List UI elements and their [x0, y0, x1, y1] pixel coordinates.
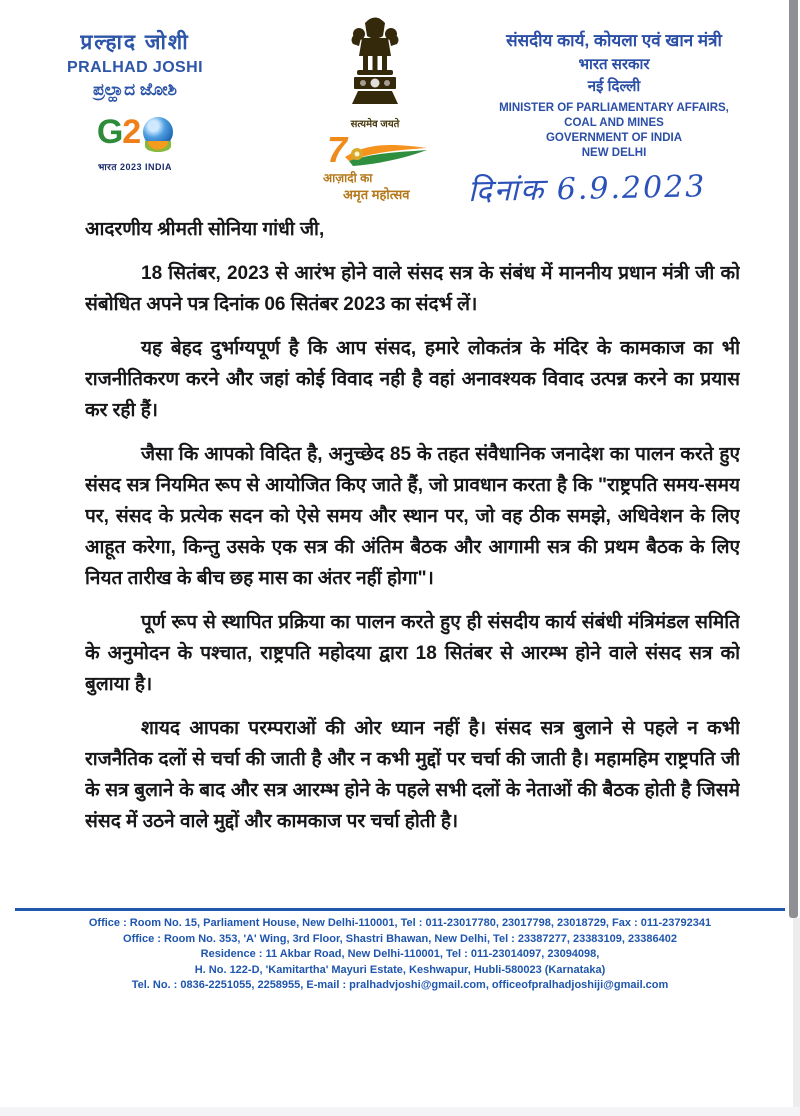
footer-contact-block: [15, 908, 785, 994]
letter-paragraph-3: जैसा कि आपको विदित है, अनुच्छेद 85 के तहत संवैधानिक जनादेश का पालन करते हुए संसद सत्र नियमित रूप से आयोजित किए जाते हैं, जो प्रावधान करता है कि "राष्ट्रपति समय-समय पर, संसद के प्रत्येक सदन को ऐसे समय और स्थान पर, जो वह ठीक समझे, अधिवेशन के लिए आहूत करेगा, किन्तु उसके एक सत्र की अंतिम बैठक और आगामी सत्र की प्रथम बैठक के लिए नियत तारीख के बीच छह मास का अंतर नहीं होगा"।: [85, 444, 740, 589]
letter-paragraph-4: पूर्ण रूप से स्थापित प्रक्रिया का पालन करते हुए ही संसदीय कार्य संबंधी मंत्रिमंडल समिति के अनुमोदन के पश्चात, राष्ट्रपति महोदया द्वारा 18 सितंबर से आरम्भ होने वाले संसद सत्र को बुलाया है।: [85, 612, 740, 695]
paper-edge-shadow: [789, 0, 798, 918]
amrit-numeral: 7: [327, 129, 348, 170]
minister-title-hindi: संसदीय कार्य, कोयला एवं खान मंत्री: [506, 31, 722, 50]
government-english: GOVERNMENT OF INDIA: [545, 132, 683, 144]
handwritten-date: दिनांक 6.9.2023: [467, 169, 707, 210]
letter-paragraph-5: शायद आपका परम्पराओं की ओर ध्यान नहीं है। संसद सत्र बुलाने से पहले न कभी राजनैतिक दलों से चर्चा की जाती है और न कभी मुद्दों पर चर्चा की जाती है। महामहिम राष्ट्रपति जी के सत्र बुलाने के बाद और सत्र आरम्भ होने के पहले सभी दलों के नेताओं की बैठक होती है जिसमे संसद में उठने वाले मुद्दों और कामकाज पर चर्चा होती है।: [85, 718, 740, 832]
letterhead-right: [448, 28, 780, 161]
minister-title-english: MINISTER OF PARLIAMENTARY AFFAIRS,: [499, 102, 729, 114]
paper-bottom-edge: [0, 1107, 800, 1116]
amrit-title-line1: आज़ादी का: [323, 171, 373, 185]
minister-name-hindi: प्रल्हाद जोशी: [80, 31, 190, 54]
minister-name-kannada: ಪ್ರಲ್ಹಾದ ಜೋಶಿ: [93, 80, 177, 99]
tricolor-ribbon-icon: [341, 141, 429, 167]
minister-name-english: PRALHAD JOSHI: [67, 59, 203, 76]
letter-paragraph-2: यह बेहद दुर्भाग्यपूर्ण है कि आप संसद, हमारे लोकतंत्र के मंदिर के कामकाज का भी राजनीतिकरण करने और जहां कोई विवाद नही है वहां अनावश्यक विवाद उत्पन्न करने का प्रयास कर रही हैं।: [85, 338, 740, 421]
g20-tagline: भारत 2023 INDIA: [98, 162, 172, 172]
footer-line-4: H. No. 122-D, 'Kamitartha' Mayuri Estate, Keshwapur, Hubli-580023 (Karnataka): [194, 963, 606, 976]
letter-paragraph-1: 18 सितंबर, 2023 से आरंभ होने वाले संसद सत्र के संबंध में माननीय प्रधान मंत्री जी को संबोधित अपने पत्र दिनांक 06 सितंबर 2023 का संदर्भ लें।: [85, 263, 740, 315]
letterhead-center: [303, 14, 447, 204]
footer-line-3: Residence : 11 Akbar Road, New Delhi-110001, Tel : 011-23014097, 23094098,: [200, 948, 600, 960]
ministry-english: COAL AND MINES: [564, 117, 664, 129]
paper-edge-light: [793, 918, 800, 1116]
amrit-title-line2: अमृत महोत्सव: [343, 187, 410, 202]
g20-logo-row: [97, 110, 173, 154]
letter-body: [85, 214, 740, 908]
g20-letter-g: G: [96, 112, 122, 151]
letterhead-left: [35, 28, 235, 175]
amrit-mahotsav-logo: [321, 129, 429, 203]
footer-line-1: Office : Room No. 15, Parliament House, New Delhi-110001, Tel : 011-23017780, 23017798, 23018729, Fax : 011-23792341: [88, 917, 712, 929]
g20-logo: [97, 110, 173, 173]
amrit-mahotsav-mark: [321, 129, 429, 170]
g20-letter-2: 2: [122, 112, 142, 151]
city-hindi: नई दिल्ली: [587, 78, 641, 95]
government-hindi: भारत सरकार: [578, 56, 650, 73]
emblem-motto: सत्यमेव जयते: [350, 119, 400, 130]
salutation: आदरणीय श्रीमती सोनिया गांधी जी,: [85, 219, 325, 240]
footer-line-2: Office : Room No. 353, 'A' Wing, 3rd Floor, Shastri Bhawan, New Delhi, Tel : 23387277, 23383109, 23386402: [123, 932, 677, 945]
g20-globe-icon: [143, 117, 173, 147]
g20-lotus-icon: [145, 141, 171, 152]
city-english: NEW DELHI: [581, 147, 647, 159]
footer-line-5: Tel. No. : 0836-2251055, 2258955, E-mail : pralhadvjoshi@gmail.com, officeofpralhadjoshiji@gmail.com: [131, 979, 669, 991]
national-emblem-icon: [344, 14, 406, 110]
